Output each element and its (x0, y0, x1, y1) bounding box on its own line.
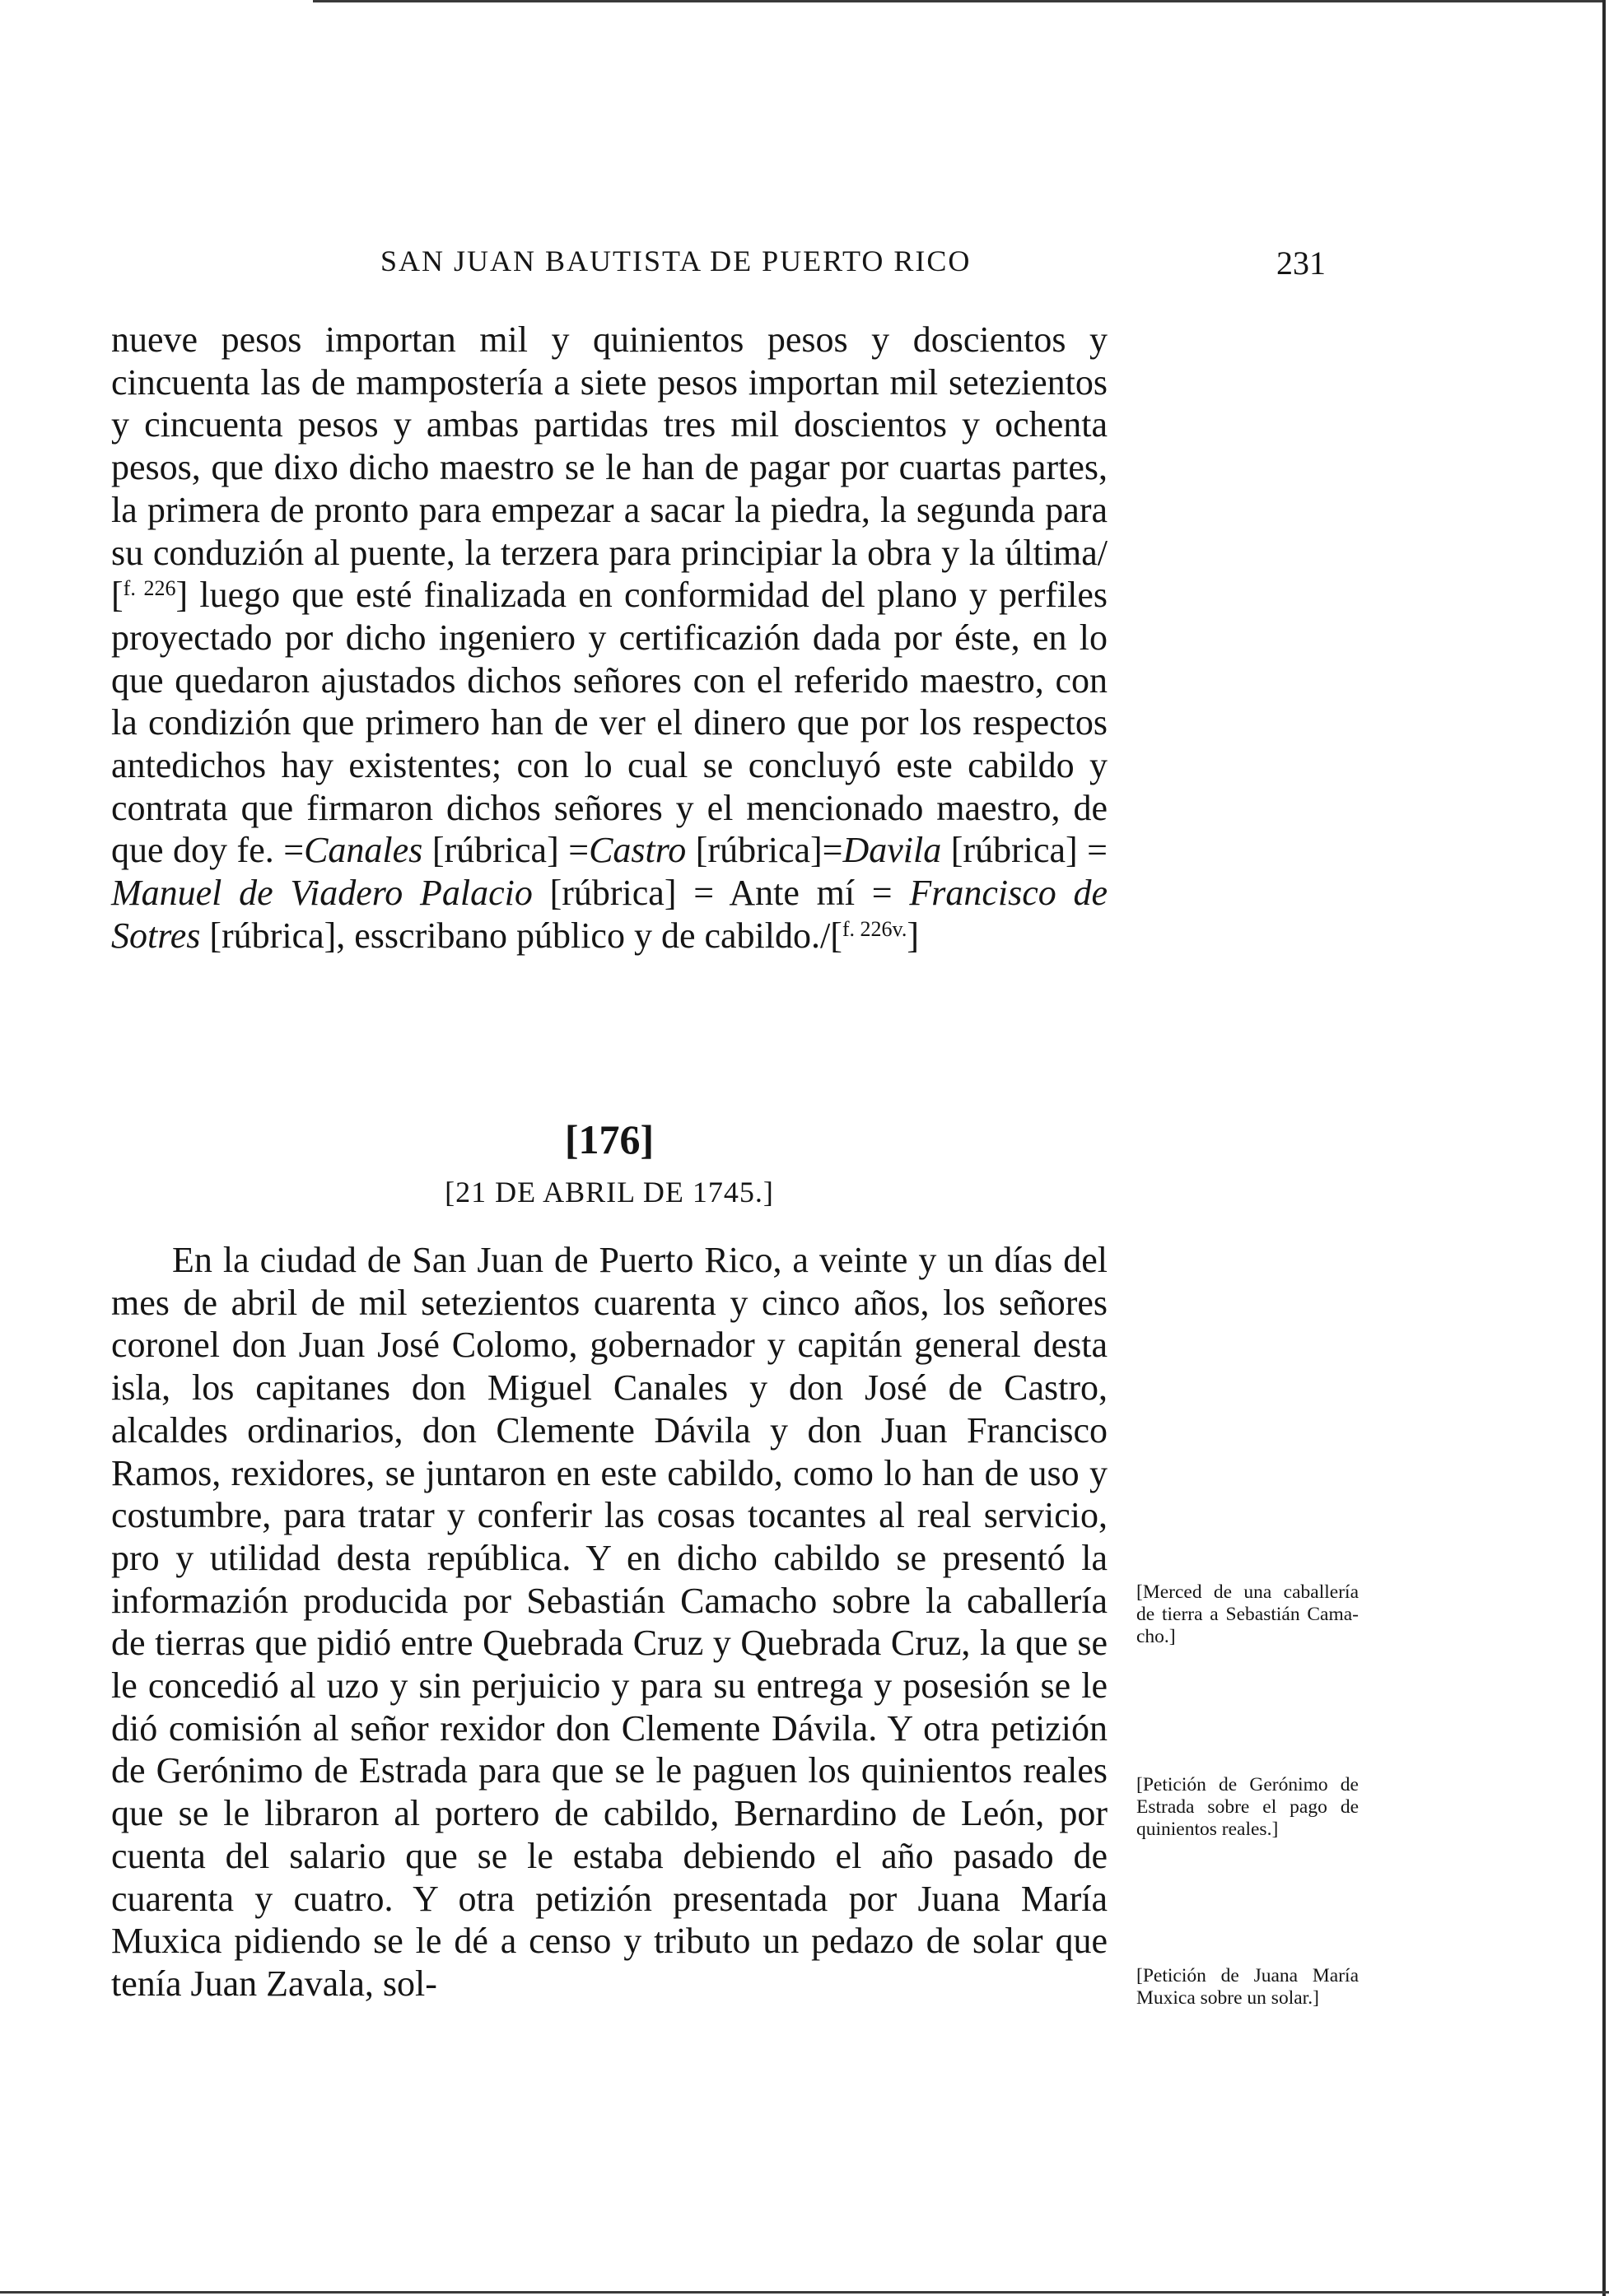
page-edge-bottom (0, 2291, 1609, 2294)
para1-text-2: ] luego que esté finalizada en conformidad del plano y perfiles proyectado por dicho ingeniero y certificazión dada por éste, en lo que quedaron ajustados dichos señores con el referido maestro, con la condizión que primero han de ver el dinero que por los respectos antedichos hay existentes; con lo cual se concluyó este cabildo y contrata que firmaron dichos señores y el mencionado maestro, de que doy fe. = (111, 575, 1108, 871)
para1-text-1: nueve pesos importan mil y quinientos pesos y doscientos y cincuenta las de mampostería a siete pesos importan mil setezientos y cincuenta pesos y ambas partidas tres mil doscientos y ochenta pesos, que dixo dicho maestro se le han de pagar por cuartas partes, la primera de pronto para empezar a sacar la piedra, la segunda para su conduzión al puente, la terzera para principiar la obra y la última/ [ (111, 319, 1108, 616)
body-paragraph-2: En la ciudad de San Juan de Puerto Rico, a veinte y un días del mes de abril de mil setezientos cuarenta y cinco años, los señores coronel don Juan José Colomo, gobernador y capitán general desta isla, los capitanes don Miguel Canales y don José de Castro, alcaldes ordinarios, don Clemente Dávila y don Juan Francisco Ramos, rexidores, se juntaron en este cabildo, como lo han de uso y costumbre, para tratar y conferir las cosas tocantes al real servicio, pro y utilidad desta república. Y en dicho cabildo se presentó la informazión producida por Sebastián Camacho sobre la caballería de tierras que pidió entre Quebrada Cruz y Quebrada Cruz, la que se le concedió al uzo y sin perjuicio y para su entrega y posesión se le dió comisión al señor rexidor don Clemente Dávila. Y otra petizión de Gerónimo de Estrada para que se le paguen los quinientos reales que se le libraron al portero de cabildo, Bernardino de León, por cuenta del salario que se le estaba debiendo el año pasado de cuarenta y cuatro. Y otra petizión presentada por Juana María Muxica pidiendo se le dé a censo y tributo un pedazo de solar que tenía Juan Zavala, sol- (111, 1240, 1108, 2004)
signature-name: Manuel de Viadero Palacio (111, 873, 533, 914)
document-date: [21 DE ABRIL DE 1745.] (445, 1176, 774, 1209)
signature-name: Francisco de Sotres (111, 873, 1108, 956)
signature-name: Davila (842, 830, 942, 871)
signature-name: Castro (589, 830, 687, 871)
margin-note: [Merced de una caballería de tierra a Sebastián Camacho.] (1136, 1581, 1359, 1647)
page-number: 231 (1276, 245, 1326, 282)
margin-note: [Petición de Juana María Muxica sobre un solar.] (1136, 1965, 1359, 2009)
body-paragraph-1 (111, 319, 1108, 957)
folio-marker: f. 226v. (842, 916, 907, 941)
para1-text-3: [rúbrica] = (422, 830, 590, 871)
page-edge-top (313, 0, 1602, 2)
page-edge-right (1602, 0, 1606, 2296)
para1-text-5: [rúbrica] = (941, 830, 1108, 871)
para1-text-6: [rúbrica] = Ante mí = (532, 873, 910, 914)
para1-text-4: [rúbrica]= (686, 830, 843, 871)
para1-text-8: ] (907, 915, 920, 956)
document-number: [176] (564, 1116, 655, 1162)
margin-note: [Petición de Gerónimo de Estrada sobre el pago de quinientos reales.] (1136, 1774, 1359, 1840)
signature-name: Canales (304, 830, 423, 871)
page-header (0, 244, 1609, 285)
para1-text-7: [rúbrica], esscribano público y de cabildo./[ (200, 915, 842, 956)
folio-marker: f. 226 (123, 576, 176, 601)
running-title: SAN JUAN BAUTISTA DE PUERTO RICO (380, 245, 972, 277)
